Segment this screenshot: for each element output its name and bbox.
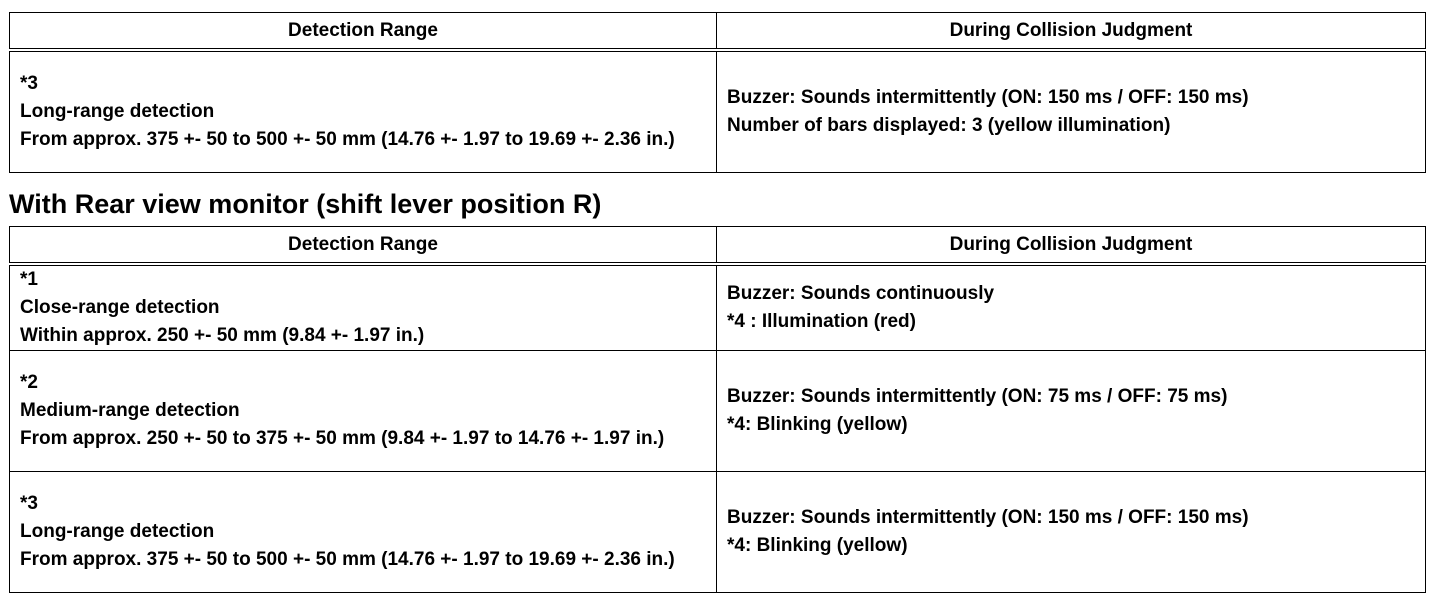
display-text: *4: Blinking (yellow) [727,414,908,435]
detection-range-cell [10,472,717,593]
table-row [10,472,1426,593]
range-ref: *3 [20,73,38,94]
buzzer-text: Buzzer: Sounds continuously [727,283,995,304]
detection-range-cell [10,264,717,351]
buzzer-text: Buzzer: Sounds intermittently (ON: 150 ms / OFF: 150 ms) [727,507,1249,528]
display-text: *4: Blinking (yellow) [727,535,908,556]
range-value: From approx. 375 +- 50 to 500 +- 50 mm (14.76 +- 1.97 to 19.69 +- 2.36 in.) [20,549,675,570]
range-name: Long-range detection [20,521,215,542]
detection-table-no-monitor [9,12,1426,173]
range-value: From approx. 375 +- 50 to 500 +- 50 mm (14.76 +- 1.97 to 19.69 +- 2.36 in.) [20,129,675,150]
range-value: Within approx. 250 +- 50 mm (9.84 +- 1.97 in.) [20,325,425,346]
range-ref: *2 [20,372,38,393]
display-text: *4 : Illumination (red) [727,311,916,332]
collision-judgment-cell [717,50,1426,173]
collision-judgment-cell [717,351,1426,472]
display-text: Number of bars displayed: 3 (yellow illumination) [727,115,1171,136]
range-value: From approx. 250 +- 50 to 375 +- 50 mm (9.84 +- 1.97 to 14.76 +- 1.97 in.) [20,428,665,449]
range-ref: *3 [20,493,38,514]
range-ref: *1 [20,269,38,290]
collision-judgment-cell [717,472,1426,593]
table-row [10,264,1426,351]
table-header-row [10,13,1426,51]
buzzer-text: Buzzer: Sounds intermittently (ON: 75 ms / OFF: 75 ms) [727,386,1228,407]
section-heading: With Rear view monitor (shift lever position R) [9,189,602,219]
detection-range-cell [10,351,717,472]
detection-table-rear-view-monitor [9,226,1426,593]
header-detection-range: Detection Range [10,13,717,51]
table-row [10,50,1426,173]
buzzer-text: Buzzer: Sounds intermittently (ON: 150 ms / OFF: 150 ms) [727,87,1249,108]
range-name: Close-range detection [20,297,220,318]
range-name: Long-range detection [20,101,215,122]
header-collision-judgment: During Collision Judgment [717,227,1426,265]
table-row [10,351,1426,472]
header-collision-judgment: During Collision Judgment [717,13,1426,51]
detection-range-cell [10,50,717,173]
table-header-row [10,227,1426,265]
range-name: Medium-range detection [20,400,240,421]
collision-judgment-cell [717,264,1426,351]
header-detection-range: Detection Range [10,227,717,265]
